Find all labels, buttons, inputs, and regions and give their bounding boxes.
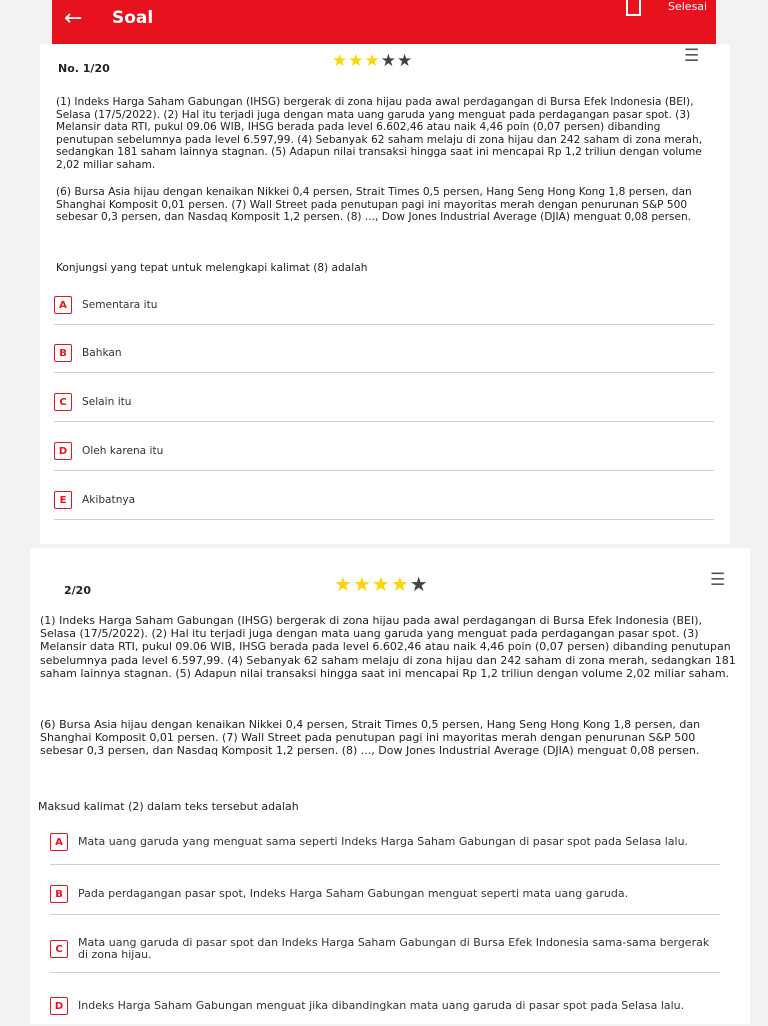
option-letter: B: [54, 344, 72, 362]
passage-paragraph: (1) Indeks Harga Saham Gabungan (IHSG) bergerak di zona hijau pada awal perdagangan di Bursa Efek Indonesia (BEI), Selasa (17/5/2022). (2) Hal itu terjadi juga dengan mata uang garuda yang menguat pada perdagangan pasar spot. (3) Melansir data RTI, pukul 09.06 WIB, IHSG berada pada level 6.602,46 atau naik 4,46 poin (0,07 persen) dibanding penutupan sebelumnya pada level 6.597,99. (4) Sebanyak 62 saham melaju di zona hijau dan 242 saham di zona merah, sedangkan 181 saham lainnya stagnan. (5) Adapun nilai transaksi hingga saat ini mencapai Rp 1,2 triliun dengan volume 2,02 miliar saham.: [56, 96, 703, 171]
passage-paragraph: (1) Indeks Harga Saham Gabungan (IHSG) bergerak di zona hijau pada awal perdagangan di Bursa Efek Indonesia (BEI), Selasa (17/5/2022). (2) Hal itu terjadi juga dengan mata uang garuda yang menguat pada perdagangan pasar spot. (3) Melansir data RTI, pukul 09.06 WIB, IHSG berada pada level 6.602,46 atau naik 4,46 poin (0,07 persen) dibanding penutupan sebelumnya pada level 6.597,99. (4) Sebanyak 62 saham melaju di zona hijau dan 242 saham di zona merah, sedangkan 181 saham lainnya stagnan. (5) Adapun nilai transaksi hingga saat ini mencapai Rp 1,2 triliun dengan volume 2,02 miliar saham.: [40, 614, 736, 680]
option-text: Oleh karena itu: [82, 444, 164, 457]
page-title: Soal: [112, 8, 154, 28]
option-text: Selain itu: [82, 395, 132, 408]
question-card-2: [30, 548, 750, 1024]
passage-paragraph: (6) Bursa Asia hijau dengan kenaikan Nikkei 0,4 persen, Strait Times 0,5 persen, Hang Seng Hong Kong 1,8 persen, dan Shanghai Komposit 0,01 persen. (7) Wall Street pada penutupan pagi ini mayoritas merah dengan penurunan S&P 500 sebesar 0,3 persen, dan Nasdaq Komposit 1,2 persen. (8) ..., Dow Jones Industrial Average (DJIA) menguat 0,08 persen.: [40, 718, 701, 758]
back-arrow-icon[interactable]: ←: [64, 6, 83, 31]
option-a[interactable]: [50, 820, 720, 865]
star-icon: ★: [334, 572, 353, 596]
option-letter: B: [50, 885, 68, 903]
option-a[interactable]: [54, 286, 714, 325]
star-icon: ★: [397, 51, 414, 71]
question-list-icon[interactable]: ☰: [684, 46, 700, 66]
option-c[interactable]: [50, 926, 720, 973]
option-e[interactable]: [54, 481, 714, 520]
passage-paragraph: (6) Bursa Asia hijau dengan kenaikan Nikkei 0,4 persen, Strait Times 0,5 persen, Hang Seng Hong Kong 1,8 persen, dan Shanghai Komposit 0,01 persen. (7) Wall Street pada penutupan pagi ini mayoritas merah dengan penurunan S&P 500 sebesar 0,3 persen, dan Nasdaq Komposit 1,2 persen. (8) ..., Dow Jones Industrial Average (DJIA) menguat 0,08 persen.: [56, 186, 692, 224]
star-icon: ★: [371, 572, 391, 596]
option-letter: A: [50, 833, 68, 851]
star-icon: ★: [348, 51, 365, 71]
star-icon: ★: [332, 51, 349, 71]
option-letter: E: [54, 491, 72, 509]
star-icon: ★: [380, 51, 397, 71]
question-list-icon[interactable]: ☰: [710, 570, 726, 590]
question-card-1: [40, 44, 730, 544]
option-text: Indeks Harga Saham Gabungan menguat jika dibandingkan mata uang garuda di pasar spot pada Selasa lalu.: [78, 998, 685, 1012]
option-letter: A: [54, 296, 72, 314]
option-text: Bahkan: [82, 346, 122, 359]
option-text: Mata uang garuda yang menguat sama seperti Indeks Harga Saham Gabungan di pasar spot pada Selasa lalu.: [78, 834, 689, 848]
question-prompt: Konjungsi yang tepat untuk melengkapi kalimat (8) adalah: [56, 262, 368, 274]
option-letter: C: [54, 393, 72, 411]
option-text: Sementara itu: [82, 298, 158, 311]
question-number: 2/20: [64, 584, 91, 597]
star-icon: ★: [364, 51, 381, 71]
option-letter: C: [50, 940, 68, 958]
option-b[interactable]: [54, 334, 714, 373]
option-letter: D: [54, 442, 72, 460]
option-d[interactable]: [54, 432, 714, 471]
difficulty-rating: [334, 572, 429, 596]
option-b[interactable]: [50, 874, 720, 915]
option-text: Mata uang garuda di pasar spot dan Indeks Harga Saham Gabungan di Bursa Efek Indonesia sama-sama bergerak di zona hijau.: [78, 935, 710, 961]
question-number: No. 1/20: [58, 62, 110, 75]
bookmark-icon[interactable]: [626, 0, 641, 16]
star-icon: ★: [352, 572, 372, 596]
difficulty-rating: [332, 51, 413, 71]
option-letter: D: [50, 997, 68, 1015]
option-c[interactable]: [54, 383, 714, 422]
star-icon: ★: [409, 572, 429, 596]
option-text: Akibatnya: [82, 493, 136, 506]
star-icon: ★: [390, 572, 410, 596]
question-prompt: Maksud kalimat (2) dalam teks tersebut adalah: [38, 800, 299, 813]
finish-button[interactable]: Selesai: [668, 0, 708, 13]
app-header: [52, 0, 716, 44]
option-text: Pada perdagangan pasar spot, Indeks Harga Saham Gabungan menguat seperti mata uang garuda.: [78, 886, 629, 900]
option-d[interactable]: [50, 986, 720, 1026]
